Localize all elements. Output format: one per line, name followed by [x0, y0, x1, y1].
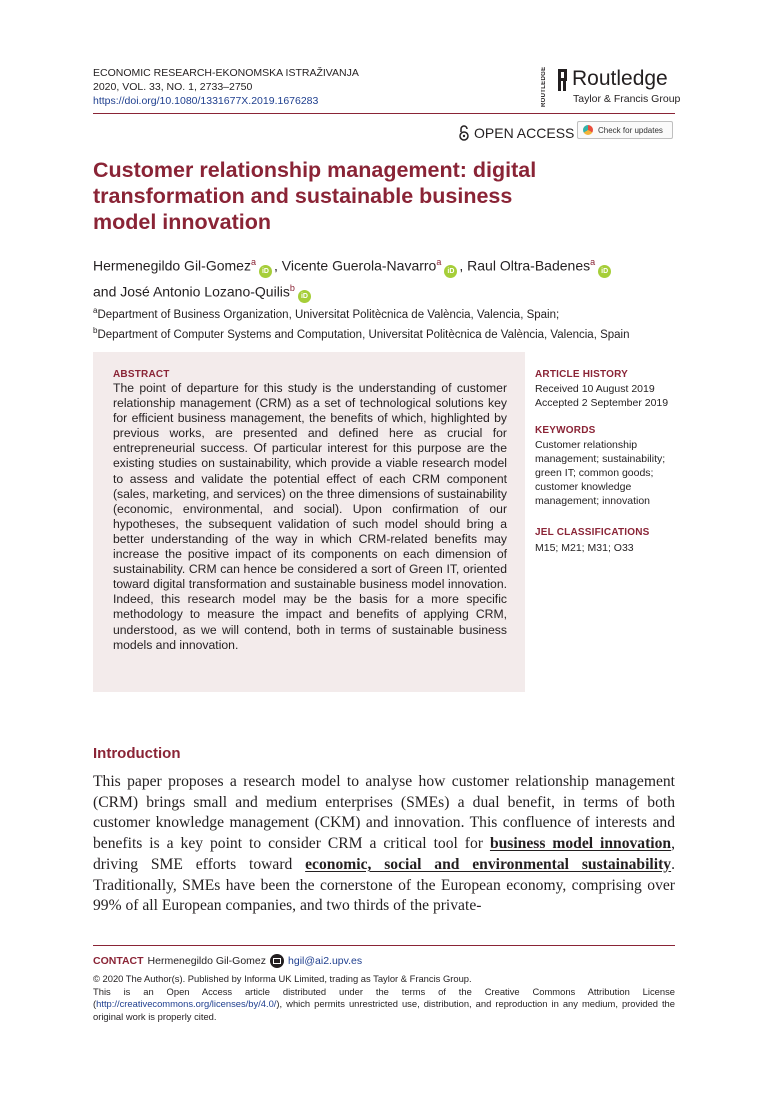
crossmark-icon	[583, 125, 593, 135]
affiliation-marker: b	[93, 325, 98, 335]
publisher-side-text: ROUTLEDGE	[541, 66, 547, 107]
publisher-subtitle: Taylor & Francis Group	[573, 93, 681, 105]
received-date: Received 10 August 2019	[535, 383, 655, 395]
abstract-text: The point of departure for this study is the understanding of customer relationship management (CRM) as a set of technological solutions key for efficient business management, the benefits of which, highlighted by previous works, are presented and defined here as crucial for entrepreneurial success. Of particular interest for this purpose are the existing studies on sustainability, which provide a viable research model to assess and validate the potential effect of each CRM component (sales, marketing, and services) on the three dimensions of sustainability (economic, environmental, and social). Upon confirmation of our hypotheses, the subsequent validation of such model should bring a better understanding of the way in which CRM-related benefits may increase the positive impact of its components on each dimension of sustainability. CRM can hence be considered a sort of Green IT, oriented toward digital transformation and sustainable business model innovation. Indeed, this research model may be the basis for a more specific methodology to measure the impact and benefits of applying CRM, understood, as we will contend, both in terms of sustainable business models and innovation.	[113, 381, 507, 652]
abstract-heading: ABSTRACT	[113, 369, 170, 380]
jel-codes: M15; M21; M31; O33	[535, 542, 634, 554]
affiliation-marker: a	[93, 306, 98, 315]
open-access-label: OPEN ACCESS	[474, 125, 575, 141]
email-icon	[270, 954, 284, 968]
footer-rule	[93, 945, 675, 946]
license-text-part: ), which permits unrestricted use, distribution, and reproduction in any medium, provided the original work is properly cited.	[93, 998, 675, 1022]
article-history-heading: ARTICLE HISTORY	[535, 369, 629, 380]
paragraph-text: This paper proposes a research model to analyse how customer relationship management (CRM) brings small and medium enterprises (SMEs) a dual benefit, in terms of both customer knowledge management (CKM) and innovation. This confluence of interests and benefits is a key point to consider CRM a critical tool for	[93, 773, 675, 853]
orcid-icon[interactable]: iD	[259, 265, 272, 278]
keywords-text: Customer relationship management; sustainability; green IT; common goods; customer knowledge management; innovation	[535, 439, 666, 507]
author-name: and José Antonio Lozano-Quilis	[93, 283, 290, 300]
open-access-badge	[458, 124, 574, 142]
author-separator: ,	[459, 257, 468, 274]
author-name: Hermenegildo Gil-Gomez	[93, 257, 251, 274]
affiliation-text: Department of Computer Systems and Computation, Universitat Politècnica de València, Valencia, Spain	[97, 328, 630, 341]
emphasis-business-model-innovation: business model innovation	[489, 835, 672, 853]
article-title: Customer relationship management: digital transformation and sustainable business model innovation	[93, 158, 537, 234]
copyright-line: © 2020 The Author(s). Published by Informa UK Limited, trading as Taylor & Francis Group.	[93, 973, 472, 984]
author-affil-marker: a	[590, 257, 596, 267]
orcid-icon[interactable]: iD	[444, 265, 457, 278]
contact-line	[93, 954, 362, 968]
author-name: Raul Oltra-Badenes	[467, 257, 591, 274]
emphasis-sustainability: economic, social and environmental sustainability	[305, 855, 672, 873]
jel-heading: JEL CLASSIFICATIONS	[535, 527, 650, 538]
publisher-name: Routledge	[572, 67, 668, 90]
affiliations	[93, 303, 693, 343]
author-affil-marker: a	[436, 257, 442, 267]
header-rule	[93, 113, 675, 114]
publisher-logo[interactable]	[541, 67, 681, 109]
contact-email-link[interactable]: hgil@ai2.upv.es	[288, 955, 363, 967]
contact-label: CONTACT	[93, 955, 144, 967]
accepted-date: Accepted 2 September 2019	[535, 397, 669, 409]
author-name: Vicente Guerola-Navarro	[281, 257, 437, 274]
affiliation-item	[93, 323, 693, 343]
contact-name: Hermenegildo Gil-Gomez	[147, 955, 267, 967]
journal-name: ECONOMIC RESEARCH-EKONOMSKA ISTRAŽIVANJA	[93, 67, 359, 79]
license-text	[93, 986, 675, 1024]
open-lock-icon	[458, 125, 470, 141]
author-affil-marker: b	[289, 282, 295, 293]
paragraph-text: , driving SME efforts toward	[93, 835, 675, 873]
affiliation-item	[93, 303, 693, 323]
doi-link[interactable]: https://doi.org/10.1080/1331677X.2019.1676283	[93, 95, 319, 107]
check-updates-label: Check for updates	[598, 125, 663, 135]
author-affil-marker: a	[250, 257, 256, 267]
journal-volume: 2020, VOL. 33, NO. 1, 2733–2750	[93, 81, 253, 93]
paragraph-text: . Traditionally, SMEs have been the cornerstone of the European economy, comprising over 99% of all European companies, and two thirds of the private-	[93, 855, 675, 915]
author-separator: ,	[273, 257, 282, 274]
affiliation-text: Department of Business Organization, Universitat Politècnica de València, Valencia, Spain;	[97, 308, 560, 321]
footer-license	[93, 973, 675, 1023]
orcid-icon[interactable]: iD	[598, 265, 611, 278]
license-text-part: This is an Open Access article distributed under the terms of the Creative Commons Attribution License (	[93, 985, 675, 1010]
routledge-mark-icon	[558, 69, 568, 91]
introduction-heading: Introduction	[93, 745, 181, 762]
author-list	[93, 252, 693, 303]
check-for-updates-button[interactable]	[577, 121, 673, 139]
introduction-paragraph	[93, 772, 675, 917]
keywords-heading: KEYWORDS	[535, 425, 596, 436]
orcid-icon[interactable]: iD	[298, 290, 311, 303]
license-link[interactable]: http://creativecommons.org/licenses/by/4.0/	[96, 998, 277, 1010]
